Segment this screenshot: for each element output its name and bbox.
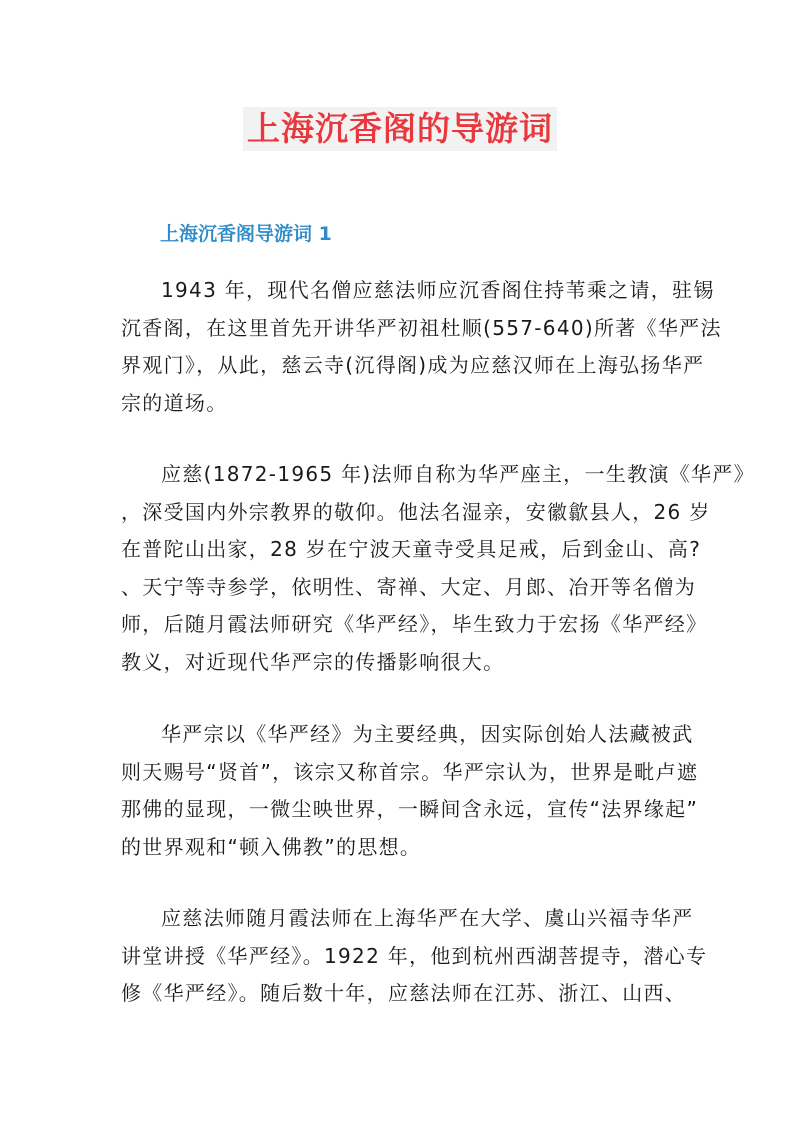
- text-line: ，深受国内外宗教界的敬仰。他法名湿亲，安徽歙县人，26 岁: [121, 499, 711, 524]
- text-line: 那佛的显现，一微尘映世界，一瞬间含永远，宣传“法界缘起”: [121, 797, 699, 821]
- text-line: 界观门》，从此，慈云寺(沉得阁)成为应慈汉师在上海弘扬华严: [121, 353, 705, 377]
- text-line: 的世界观和“顿入佛教”的思想。: [121, 834, 422, 859]
- text-line: 讲堂讲授《华严经》。1922 年，他到杭州西湖菩提寺，潜心专: [121, 943, 708, 968]
- paragraph-3: [121, 716, 699, 866]
- paragraph-1: [121, 272, 722, 422]
- text-line: 应慈(1872-1965 年)法师自称为华严座主，一生教演《华严》: [161, 462, 755, 486]
- section-heading: 上海沉香阁导游词 1: [160, 223, 332, 245]
- text-line: 宗的道场。: [121, 390, 228, 415]
- text-line: 在普陀山出家，28 岁在宁波天童寺受具足戒，后到金山、高?: [121, 537, 702, 561]
- text-line: 1943 年，现代名僧应慈法师应沉香阁住持苇乘之请，驻锡: [161, 278, 715, 302]
- text-line: 则天赐号“贤首”，该宗又称首宗。华严宗认为，世界是毗卢遮: [121, 759, 699, 784]
- text-line: 、天宁等寺参学，依明性、寄禅、大定、月郎、冶开等名僧为: [121, 574, 697, 599]
- paragraph-4: [121, 900, 708, 1013]
- document-title: 上海沉香阁的导游词: [243, 107, 557, 151]
- text-line: 华严宗以《华严经》为主要经典，因实际创始人法藏被武: [161, 722, 694, 746]
- text-line: 教义，对近现代华严宗的传播影响很大。: [121, 649, 505, 674]
- text-line: 沉香阁，在这里首先开讲华严初祖杜顺(557-640)所著《华严法: [121, 315, 722, 340]
- text-line: 师，后随月霞法师研究《华严经》，毕生致力于宏扬《华严经》: [121, 612, 708, 636]
- text-line: 修《华严经》。随后数十年，应慈法师在江苏、浙江、山西、: [121, 981, 687, 1005]
- text-line: 应慈法师随月霞法师在上海华严在大学、虞山兴福寺华严: [161, 906, 694, 930]
- paragraph-2: [121, 456, 755, 681]
- title-container: [0, 107, 800, 151]
